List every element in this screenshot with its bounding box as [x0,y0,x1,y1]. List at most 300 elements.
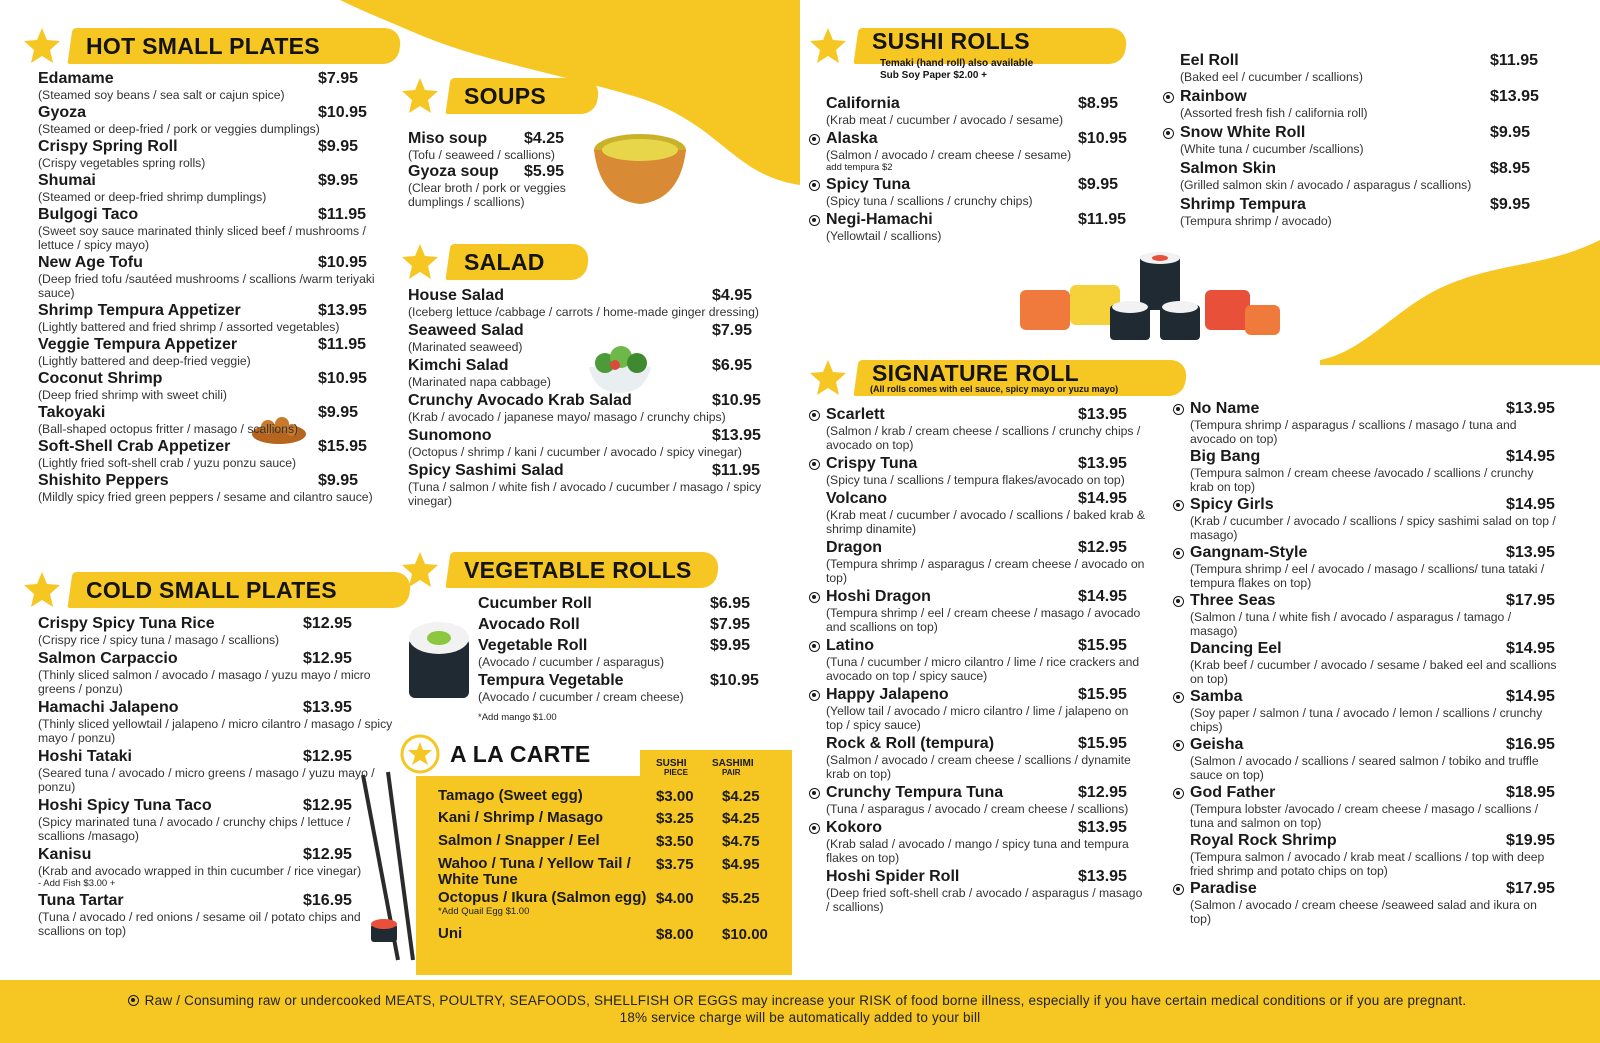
sushi-platter-image [1010,250,1285,350]
cold-items [38,615,402,938]
item-description: (Thinly sliced yellowtail / jalapeno / micro cilantro / masago / spicy mayo / ponzu) [38,717,393,745]
menu-item[interactable] [826,637,1158,683]
item-description: (Spicy tuna / scallions / tempura flakes/avocado on top) [826,473,1125,487]
item-note: add tempura $2 [826,162,893,173]
section-title: A LA CARTE [450,740,591,767]
star-icon [22,570,62,610]
item-price: $10.95 [1078,130,1127,147]
hot-banner [22,24,394,68]
menu-item[interactable] [1178,784,1560,830]
raw-icon [809,410,820,421]
cold-banner [22,568,402,612]
item-price: $13.95 [1078,819,1127,836]
item-price: $6.95 [712,357,753,374]
item-name: Uni [438,925,463,942]
section-title: SIGNATURE ROLL [872,359,1079,386]
item-name: Tamago (Sweet egg) [438,787,583,804]
item-description: (Grilled salmon skin / avocado / asparagus / scallions) [1180,178,1472,192]
item-name: Spicy Tuna [826,176,911,193]
item-price: $9.95 [318,404,359,421]
item-description: (Steamed or deep-fried / pork or veggies dumplings) [38,122,320,136]
item-name: Volcano [826,490,888,507]
item-price: $8.95 [1078,95,1119,112]
item-name: Happy Jalapeno [826,686,949,703]
star-icon [400,242,440,282]
column-header: PIECE [664,768,689,777]
item-name: Vegetable Roll [478,637,588,654]
sushi-price: $3.75 [656,856,694,873]
item-price: $13.95 [1078,406,1127,423]
item-price: $11.95 [318,336,367,353]
menu-item[interactable] [408,427,780,459]
soups-section [400,74,600,209]
item-price: $11.95 [712,462,761,479]
item-name: Royal Rock Shrimp [1190,832,1337,849]
item-price: $12.95 [303,748,352,765]
item-description: (Krab salad / avocado / mango / spicy tuna and tempura flakes on top) [826,837,1129,865]
menu-item[interactable] [826,455,1158,487]
item-description: (Crispy rice / spicy tuna / masago / scallions) [38,633,280,647]
menu-item[interactable] [38,104,394,136]
menu-item[interactable] [38,138,394,170]
item-price: $14.95 [1506,688,1555,705]
section-title: COLD SMALL PLATES [86,576,337,603]
item-description: (Deep fried soft-shell crab / avocado / asparagus / masago / scallions) [826,886,1143,914]
column-header: PAIR [722,768,741,777]
item-description: (Lightly fried soft-shell crab / yuzu ponzu sauce) [38,456,297,470]
cold-small-plates-section [22,568,402,938]
salad-banner [400,240,780,284]
item-description: (Avocado / cucumber / cream cheese) [478,690,684,704]
item-price: $10.95 [710,672,759,689]
item-description: (Steamed or deep-fried shrimp dumplings) [38,190,267,204]
item-name: Dancing Eel [1190,640,1282,657]
item-price: $9.95 [710,637,751,654]
menu-item[interactable] [38,748,402,794]
item-name: Edamame [38,70,114,87]
menu-item[interactable] [38,892,402,938]
star-icon [808,358,848,398]
menu-item[interactable] [1178,640,1560,686]
menu-item[interactable] [38,472,394,504]
menu-item[interactable] [826,868,1158,914]
yellow-swoosh-right [1320,240,1600,365]
menu-item[interactable] [1178,592,1560,638]
item-price: $12.95 [303,615,352,632]
item-name: Hoshi Spicy Tuna Taco [38,797,212,814]
menu-item[interactable] [38,699,402,745]
item-name: Hoshi Dragon [826,588,931,605]
raw-icon [809,215,820,226]
sushi-price: $4.00 [656,890,694,907]
menu-item[interactable] [408,287,780,319]
item-description: (Soy paper / salmon / tuna / avocado / lemon / scallions / crunchy chips) [1190,706,1543,734]
sashimi-price: $4.25 [722,788,760,805]
item-description: (Yellow tail / avocado / micro cilantro / lime / jalapeno on top / spicy sauce) [826,704,1129,732]
item-description: (Sweet soy sauce marinated thinly sliced beef / mushrooms / lettuce / spicy mayo) [38,224,366,252]
menu-item[interactable] [826,211,1148,243]
item-price: $13.95 [1506,544,1555,561]
menu-item[interactable] [826,819,1158,865]
item-description: (Krab and avocado wrapped in thin cucumber / rice vinegar) [38,864,362,878]
item-price: $4.95 [712,287,753,304]
item-price: $9.95 [318,472,359,489]
menu-item[interactable] [408,163,600,209]
item-price: $17.95 [1506,880,1555,897]
item-name: Gyoza soup [408,163,499,180]
item-name: Tempura Vegetable [478,672,624,689]
item-description: (Marinated seaweed) [408,340,523,354]
item-name: Spicy Girls [1190,496,1274,513]
raw-icon [1173,740,1184,751]
item-price: $12.95 [303,650,352,667]
menu-item[interactable] [1178,688,1560,734]
item-price: $14.95 [1506,640,1555,657]
a-la-carte-row[interactable] [438,833,788,849]
menu-item[interactable] [408,322,780,354]
star-icon [22,26,62,66]
item-name: Crispy Tuna [826,455,918,472]
item-name: Soft-Shell Crab Appetizer [38,438,231,455]
item-name: Crunchy Tempura Tuna [826,784,1004,801]
menu-item[interactable] [38,254,394,300]
raw-icon [1173,548,1184,559]
menu-item[interactable] [38,404,394,436]
item-name: California [826,95,900,112]
item-price: $13.95 [1078,868,1127,885]
item-name: Alaska [826,130,878,147]
item-name: Hoshi Spider Roll [826,868,960,885]
item-name: Spicy Sashimi Salad [408,462,564,479]
item-description: (Clear broth / pork or veggies dumplings / scallions) [408,181,566,209]
menu-item[interactable] [1180,88,1560,120]
menu-item[interactable] [478,672,770,704]
menu-item[interactable] [826,588,1158,634]
a-la-carte-row[interactable] [438,788,788,804]
item-name: Rainbow [1180,88,1247,105]
sashimi-price: $5.25 [722,890,760,907]
a-la-carte-row[interactable] [438,890,788,917]
sashimi-price: $4.25 [722,810,760,827]
menu-item[interactable] [1180,160,1560,192]
sashimi-price: $4.75 [722,833,760,850]
item-price: $9.95 [318,172,359,189]
menu-item[interactable] [826,130,1148,173]
section-title: SALAD [464,248,545,275]
menu-item[interactable] [408,130,600,162]
menu-item[interactable] [1178,880,1560,926]
menu-item[interactable] [38,70,394,102]
a-la-carte-row[interactable] [438,810,788,826]
item-description: (Baked eel / cucumber / scallions) [1180,70,1363,84]
item-description: (Iceberg lettuce /cabbage / carrots / home-made ginger dressing) [408,305,759,319]
menu-item[interactable] [38,336,394,368]
item-name: Shumai [38,172,96,189]
a-la-carte-section [416,740,792,975]
item-description: (Lightly battered and fried shrimp / assorted vegetables) [38,320,340,334]
menu-item[interactable] [38,370,394,402]
item-description: (Ball-shaped octopus fritter / masago / scallions) [38,422,299,436]
item-description: (Spicy tuna / scallions / crunchy chips) [826,194,1033,208]
item-note: - Add Fish $3.00 + [38,878,116,889]
menu-item[interactable] [826,490,1158,536]
item-price: $10.95 [318,104,367,121]
raw-icon [1173,692,1184,703]
item-name: Kokoro [826,819,882,836]
item-description: (Marinated napa cabbage) [408,375,551,389]
item-price: $10.95 [712,392,761,409]
menu-item[interactable] [826,686,1158,732]
menu-item[interactable] [1178,544,1560,590]
item-price: $13.95 [1490,88,1539,105]
menu-item[interactable] [38,797,402,843]
item-name: God Father [1190,784,1276,801]
item-name: Kanisu [38,846,92,863]
section-title: SUSHI ROLLS [872,27,1030,54]
item-price: $9.95 [1078,176,1119,193]
menu-item[interactable] [408,357,780,389]
item-description: (Tempura shrimp / eel / cream cheese / masago / avocado and scallions on top) [826,606,1141,634]
salad-items [408,287,780,508]
item-name: Takoyaki [38,404,106,421]
item-description: (Krab meat / cucumber / avocado / sesame) [826,113,1064,127]
menu-item[interactable] [1180,52,1560,84]
item-name: Kimchi Salad [408,357,509,374]
item-description: (Salmon / krab / cream cheese / scallions / crunchy chips / avocado on top) [826,424,1141,452]
item-description: (Deep fried shrimp with sweet chili) [38,388,227,402]
item-description: (Steamed soy beans / sea salt or cajun spice) [38,88,285,102]
item-price: $7.95 [712,322,753,339]
service-charge-text: 18% service charge will be automatically added to your bill [619,1010,981,1025]
raw-icon [809,690,820,701]
item-name: No Name [1190,400,1260,417]
item-description: (Salmon / avocado / cream cheese / scallions / dynamite krab on top) [826,753,1131,781]
item-price: $9.95 [1490,196,1531,213]
item-description: (Krab / avocado / japanese mayo/ masago / crunchy chips) [408,410,726,424]
item-description: (Tempura salmon / avocado / krab meat / scallions / top with deep fried shrimp and potato chips on top) [1190,850,1545,878]
item-name: Big Bang [1190,448,1261,465]
item-price: $12.95 [1078,539,1127,556]
sushi-price: $3.00 [656,788,694,805]
menu-item[interactable] [826,784,1158,816]
sushi-price: $3.25 [656,810,694,827]
item-description: (Tuna / asparagus / avocado / cream cheese / scallions) [826,802,1129,816]
item-name: House Salad [408,287,505,304]
section-title: HOT SMALL PLATES [86,32,320,59]
raw-icon [809,180,820,191]
menu-item[interactable] [1178,736,1560,782]
menu-item[interactable] [38,206,394,252]
item-name: Avocado Roll [478,616,580,633]
item-description: (Krab beef / cucumber / avocado / sesame / baked eel and scallions on top) [1190,658,1557,686]
sushi-rolls-column-2 [1180,48,1560,228]
temaki-note: Temaki (hand roll) also available [880,58,1034,69]
item-description: (Yellowtail / scallions) [826,229,942,243]
item-name: Octopus / Ikura (Salmon egg) [438,889,647,906]
item-name: Negi-Hamachi [826,211,933,228]
menu-item[interactable] [478,637,770,669]
item-name: Coconut Shrimp [38,370,163,387]
item-note: *Add Quail Egg $1.00 [438,906,530,917]
menu-item[interactable] [478,595,770,613]
menu-item[interactable] [826,406,1158,452]
menu-item[interactable] [826,539,1158,585]
item-description: (Tempura shrimp / eel / avocado / masago / scallions/ tuna tataki / tempura flakes on top) [1190,562,1545,590]
item-price: $13.95 [303,699,352,716]
signature-roll-column-2 [1178,400,1560,926]
menu-item[interactable] [826,95,1148,127]
sashimi-price: $4.95 [722,856,760,873]
menu-item[interactable] [38,302,394,334]
item-name: Eel Roll [1180,52,1239,69]
item-name: Scarlett [826,406,885,423]
item-description: (Lightly battered and deep-fried veggie) [38,354,251,368]
sushi-items [826,95,1148,243]
item-price: $4.25 [524,130,565,147]
item-name: Tuna Tartar [38,892,124,909]
item-name: Geisha [1190,736,1244,753]
item-price: $15.95 [1078,735,1127,752]
item-name: Crunchy Avocado Krab Salad [408,392,632,409]
raw-icon [1173,788,1184,799]
item-price: $8.95 [1490,160,1531,177]
item-name: Dragon [826,539,882,556]
menu-item[interactable] [408,462,780,508]
menu-item[interactable] [38,846,402,889]
item-name: Crispy Spicy Tuna Rice [38,615,215,632]
item-price: $15.95 [318,438,367,455]
item-price: $13.95 [318,302,367,319]
raw-icon [809,823,820,834]
raw-icon [1173,500,1184,511]
menu-item[interactable] [826,176,1148,208]
item-name: Salmon / Snapper / Eel [438,832,600,849]
menu-item[interactable] [1178,832,1560,878]
item-description: (Krab / cucumber / avocado / scallions / spicy sashimi salad on top / masago) [1190,514,1556,542]
item-description: (Seared tuna / avocado / micro greens / masago / yuzu mayo / ponzu) [38,766,375,794]
soups-items [408,130,600,209]
raw-icon [1173,404,1184,415]
menu-item[interactable] [1180,124,1560,156]
item-price: $7.95 [318,70,359,87]
item-description: (Tempura shrimp / asparagus / cream cheese / avocado on top) [826,557,1145,585]
item-price: $10.95 [318,370,367,387]
item-price: $9.95 [1490,124,1531,141]
column-header: SUSHI [656,758,687,769]
sushi-banner [808,24,1148,81]
item-price: $15.95 [1078,686,1127,703]
item-description: (Octopus / shrimp / kani / cucumber / avocado / spicy vinegar) [408,445,742,459]
item-description: (Tempura shrimp / avocado) [1180,214,1332,228]
add-mango-note: *Add mango $1.00 [478,712,557,723]
raw-icon [809,459,820,470]
footer-notice [0,980,1600,1043]
star-icon [400,734,440,774]
item-description: (Mildly spicy fried green peppers / sesame and cilantro sauce) [38,490,373,504]
hot-small-plates-section [22,24,394,504]
item-price: $6.95 [710,595,751,612]
menu-item[interactable] [38,438,394,470]
signature-roll-section [808,356,1158,914]
item-price: $16.95 [1506,736,1555,753]
section-title: SOUPS [464,82,547,109]
vegetable-banner [400,548,770,592]
item-price: $14.95 [1506,496,1555,513]
item-price: $12.95 [303,797,352,814]
raw-icon [809,788,820,799]
item-description: (Salmon / tuna / white fish / avocado / asparagus / tamago / masago) [1190,610,1512,638]
item-name: Gyoza [38,104,87,121]
item-description: (Salmon / avocado / cream cheese /seaweed salad and ikura on top) [1190,898,1537,926]
menu-item[interactable] [38,172,394,204]
sashimi-price: $10.00 [722,926,768,943]
item-name: New Age Tofu [38,254,143,271]
menu-item[interactable] [1178,400,1560,446]
item-name: Seaweed Salad [408,322,524,339]
menu-item[interactable] [38,650,402,696]
item-name: Shrimp Tempura [1180,196,1306,213]
menu-item[interactable] [826,735,1158,781]
menu-item[interactable] [1180,196,1560,228]
sushi-rolls-section [808,24,1148,243]
raw-icon [128,995,139,1006]
item-price: $14.95 [1506,448,1555,465]
item-name: Hamachi Jalapeno [38,699,179,716]
signature-items-left [826,406,1158,914]
item-name: Shishito Peppers [38,472,169,489]
item-price: $14.95 [1078,588,1127,605]
item-description: (Salmon / avocado / scallions / seared salmon / tobiko and truffle sauce on top) [1190,754,1539,782]
salad-section [400,240,780,508]
item-price: $12.95 [303,846,352,863]
item-name: Gangnam-Style [1190,544,1308,561]
item-price: $14.95 [1078,490,1127,507]
item-price: $5.95 [524,163,565,180]
item-description: (Krab meat / cucumber / avocado / scallions / baked krab & shrimp dinamite) [826,508,1146,536]
soups-banner [400,74,600,118]
item-name: Crispy Spring Roll [38,138,178,155]
raw-icon [1163,128,1174,139]
item-name: Hoshi Tataki [38,748,132,765]
item-name: Sunomono [408,427,492,444]
raw-icon [1163,92,1174,103]
item-price: $11.95 [1078,211,1127,228]
menu-item[interactable] [478,616,770,634]
raw-icon [809,641,820,652]
a-la-carte-row[interactable] [438,856,788,888]
item-description: (Avocado / cucumber / asparagus) [478,655,665,669]
item-description: (Deep fried tofu /sautéed mushrooms / scallions /warm teriyaki sauce) [38,272,375,300]
item-description: (Salmon / avocado / cream cheese / sesame) [826,148,1072,162]
item-name: Veggie Tempura Appetizer [38,336,238,353]
menu-item[interactable] [408,392,780,424]
item-price: $18.95 [1506,784,1555,801]
menu-item[interactable] [1178,496,1560,542]
a-la-carte-row[interactable] [438,926,788,942]
menu-item[interactable] [1178,448,1560,494]
item-description: (Tempura shrimp / asparagus / scallions / masago / tuna and avocado on top) [1190,418,1517,446]
menu-item[interactable] [38,615,402,647]
star-icon [808,26,848,66]
item-description: (Tuna / avocado / red onions / sesame oil / potato chips and scallions on top) [38,910,361,938]
soup-bowl-image [590,130,690,208]
item-name: Bulgogi Taco [38,206,139,223]
item-price: $13.95 [1078,455,1127,472]
item-description: (Crispy vegetables spring rolls) [38,156,206,170]
item-description: (Assorted fresh fish / california roll) [1180,106,1368,120]
item-name: Wahoo / Tuna / Yellow Tail / White Tune [438,855,631,888]
item-price: $12.95 [1078,784,1127,801]
